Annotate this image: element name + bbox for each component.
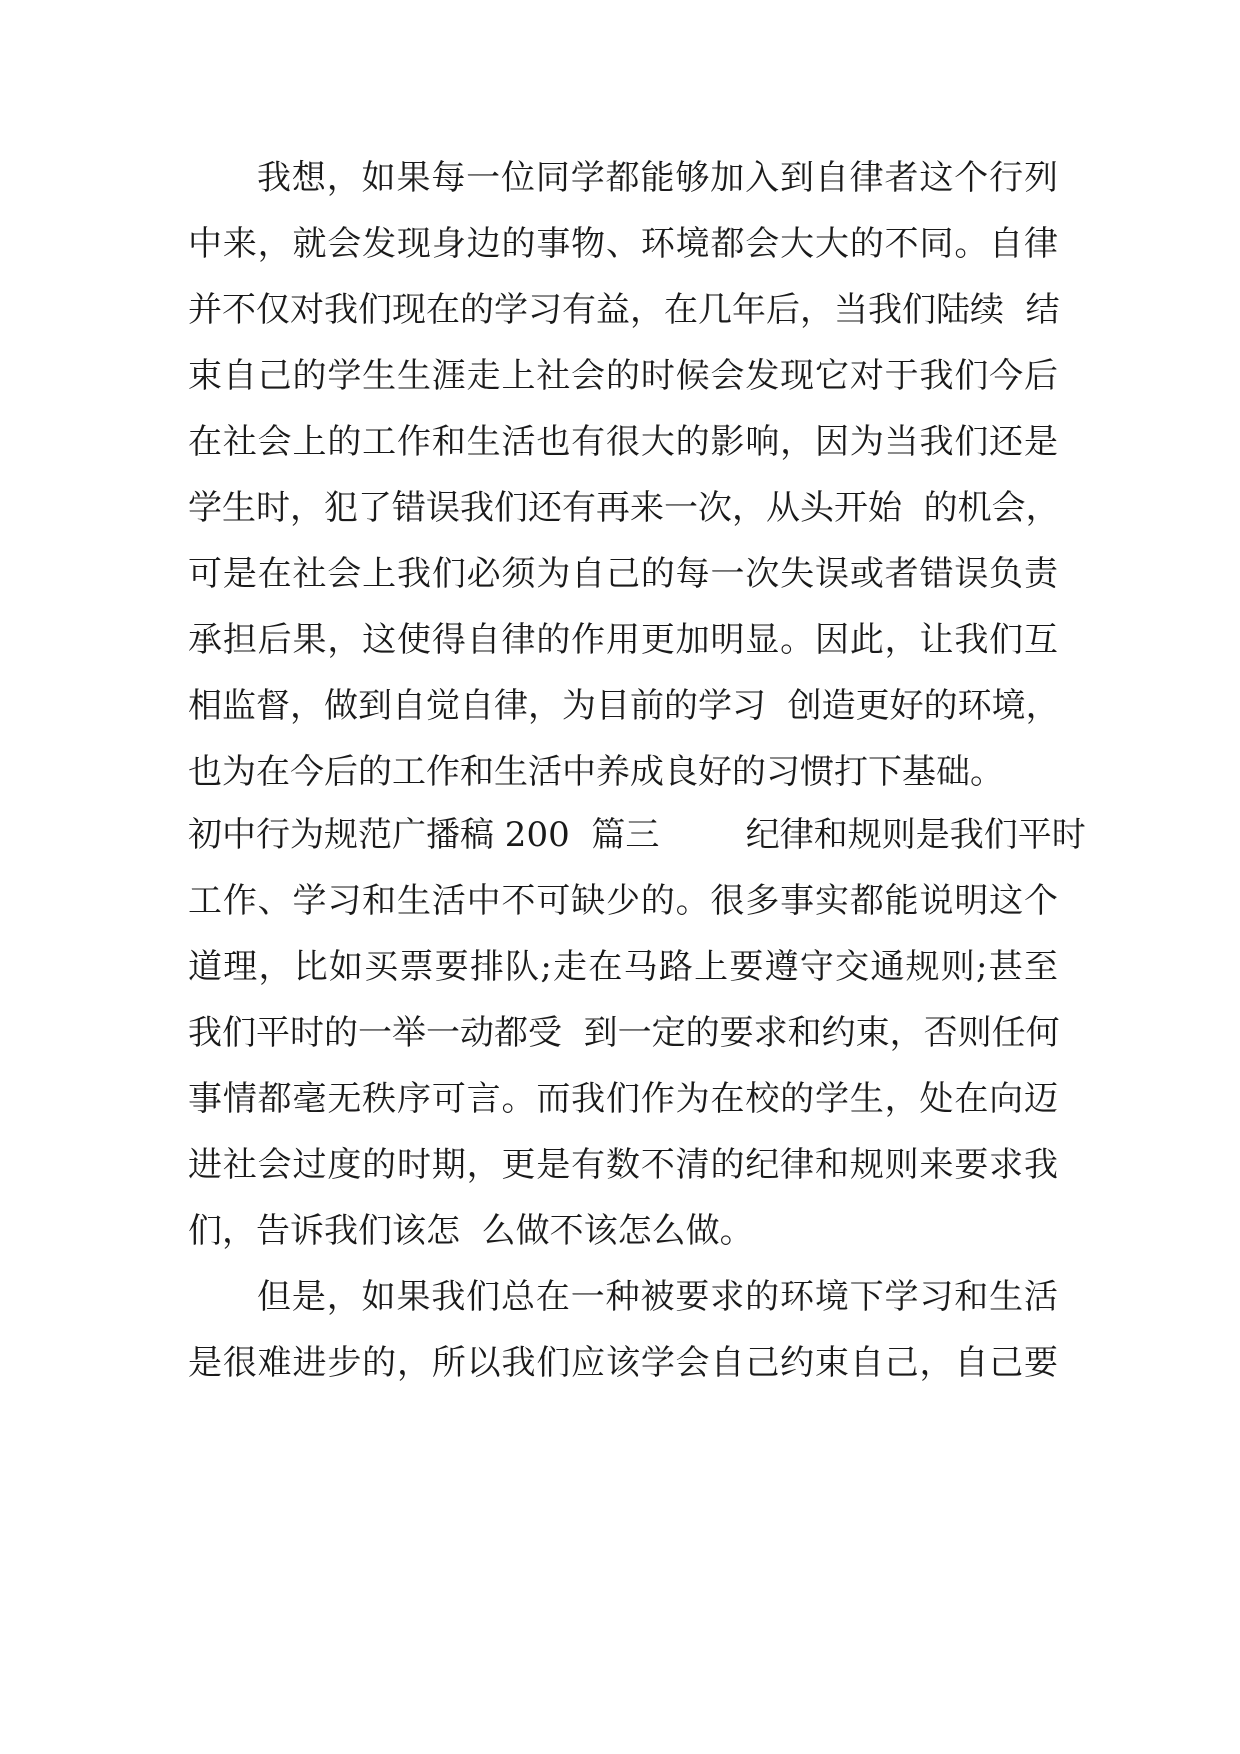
paragraph-1-line-9: 相监督，做到自觉自律，为目前的学习 创造更好的环境， bbox=[188, 686, 1060, 726]
paragraph-3-line-2: 是很难进步的，所以我们应该学会自己约束自己，自己要 bbox=[188, 1343, 1058, 1383]
paragraph-1-line-5: 在社会上的工作和生活也有很大的影响，因为当我们还是 bbox=[188, 422, 1058, 462]
paragraph-1-line-6: 学生时，犯了错误我们还有再来一次，从头开始 的机会， bbox=[188, 488, 1060, 528]
paragraph-1-line-4: 束自己的学生生涯走上社会的时候会发现它对于我们今后 bbox=[188, 356, 1058, 396]
paragraph-3-line-1: 但是，如果我们总在一种被要求的环境下学习和生活 bbox=[257, 1277, 1058, 1317]
paragraph-1-line-8: 承担后果，这使得自律的作用更加明显。因此，让我们互 bbox=[188, 620, 1058, 660]
paragraph-1-line-7: 可是在社会上我们必须为自己的每一次失误或者错误负责 bbox=[188, 554, 1058, 594]
paragraph-2-line-7: 们，告诉我们该怎 么做不该怎么做。 bbox=[188, 1211, 754, 1251]
paragraph-1-line-2: 中来，就会发现身边的事物、环境都会大大的不同。自律 bbox=[188, 224, 1058, 264]
paragraph-2-line-2: 工作、学习和生活中不可缺少的。很多事实都能说明这个 bbox=[188, 881, 1058, 921]
paragraph-2-line-6: 进社会过度的时期，更是有数不清的纪律和规则来要求我 bbox=[188, 1145, 1058, 1185]
paragraph-1-line-1: 我想，如果每一位同学都能够加入到自律者这个行列 bbox=[257, 158, 1058, 198]
paragraph-1-line-10: 也为在今后的工作和生活中养成良好的习惯打下基础。 bbox=[188, 752, 1004, 792]
paragraph-1-line-3: 并不仅对我们现在的学习有益，在几年后，当我们陆续 结 bbox=[188, 290, 1060, 330]
paragraph-2-line-3: 道理，比如买票要排队;走在马路上要遵守交通规则;甚至 bbox=[188, 947, 1058, 987]
paragraph-2-line-4: 我们平时的一举一动都受 到一定的要求和约束，否则任何 bbox=[188, 1013, 1060, 1053]
section-heading-line: 初中行为规范广播稿 200 篇三 纪律和规则是我们平时 bbox=[188, 815, 1086, 855]
paragraph-2-line-5: 事情都毫无秩序可言。而我们作为在校的学生，处在向迈 bbox=[188, 1079, 1058, 1119]
